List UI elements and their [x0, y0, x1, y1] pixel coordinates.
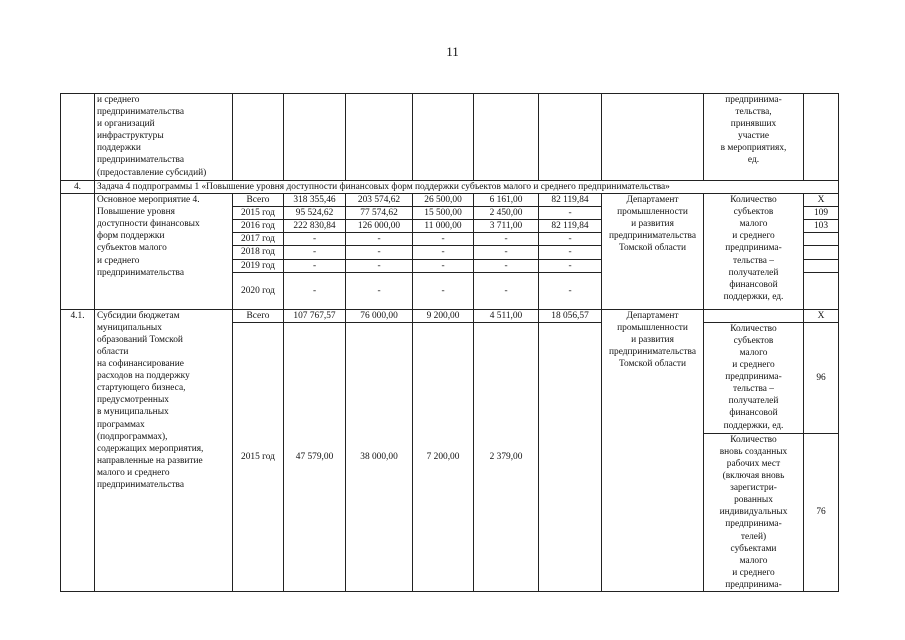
measure4-budget2: -	[413, 233, 474, 246]
item41-value-jobs: 76	[804, 433, 839, 591]
measure4-budget4: -	[539, 259, 602, 272]
continuation-name: и среднего предпринимательства и организаций инфраструктуры поддержки предпринимательства (предоставление субсидий)	[95, 94, 233, 181]
item41-budget3: 2 379,00	[474, 322, 539, 591]
item41-executor: Департамент промышленности и развития предпринимательства Томской области	[602, 309, 704, 591]
measure4-budget3: 2 450,00	[474, 207, 539, 220]
measure4-period: 2016 год	[233, 220, 284, 233]
measure4-total: -	[284, 246, 346, 259]
item41-budget1: 76 000,00	[346, 309, 413, 322]
measure4-value	[804, 246, 839, 259]
measure4-period: 2018 год	[233, 246, 284, 259]
measure4-budget4: -	[539, 207, 602, 220]
item41-name: Субсидии бюджетам муниципальных образований Томской области на софинансирование расходов на поддержку стартующего бизнеса, предусмотренных в муниципальных программах (подпрограммах), содержащих мероприятия, направленные на развитие малого и среднего предпринимательства	[95, 309, 233, 591]
measure4-period: 2020 год	[233, 272, 284, 309]
measure4-total: 222 830,84	[284, 220, 346, 233]
item41-total: 47 579,00	[284, 322, 346, 591]
item41-period: Всего	[233, 309, 284, 322]
item41-budget3: 4 511,00	[474, 309, 539, 322]
measure4-budget2: 26 500,00	[413, 194, 474, 207]
item41-budget2: 9 200,00	[413, 309, 474, 322]
measure4-budget3: 6 161,00	[474, 194, 539, 207]
measure4-budget4: 82 119,84	[539, 220, 602, 233]
measure4-budget4: 82 119,84	[539, 194, 602, 207]
measure4-budget1: 126 000,00	[346, 220, 413, 233]
measure4-value: Х	[804, 194, 839, 207]
item41-period: 2015 год	[233, 322, 284, 591]
measure4-budget1: -	[346, 233, 413, 246]
measure4-value: 103	[804, 220, 839, 233]
measure4-budget3: -	[474, 272, 539, 309]
measure4-row-total	[61, 194, 839, 207]
task4-title: Задача 4 подпрограммы 1 «Повышение уровня доступности финансовых форм поддержки субъектов малого и среднего предпринимательства»	[95, 181, 839, 194]
measure4-total: -	[284, 259, 346, 272]
measure4-budget1: 77 574,62	[346, 207, 413, 220]
item41-budget2: 7 200,00	[413, 322, 474, 591]
item41-value-recipients: 96	[804, 322, 839, 433]
measure4-total: -	[284, 272, 346, 309]
measure4-total: -	[284, 233, 346, 246]
measure4-budget2: 11 000,00	[413, 220, 474, 233]
item41-indicator-recipients: Количество субъектов малого и среднего предпринима- тельства – получателей финансовой поддержки, ед.	[704, 322, 804, 433]
measure4-total: 318 355,46	[284, 194, 346, 207]
page-number: 11	[446, 44, 459, 59]
task4-number: 4.	[61, 181, 95, 194]
item41-budget4: 18 056,57	[539, 309, 602, 322]
measure4-total: 95 524,62	[284, 207, 346, 220]
measure4-indicator: Количество субъектов малого и среднего предпринима- тельства – получателей финансовой поддержки, ед.	[704, 194, 804, 310]
item41-budget4	[539, 322, 602, 591]
measure4-budget1: -	[346, 272, 413, 309]
program-table	[60, 93, 839, 592]
item41-number: 4.1.	[61, 309, 95, 591]
measure4-budget4: -	[539, 272, 602, 309]
measure4-budget2: -	[413, 272, 474, 309]
measure4-budget1: -	[346, 246, 413, 259]
measure4-value	[804, 233, 839, 246]
item41-total: 107 767,57	[284, 309, 346, 322]
continuation-indicator: предпринима- тельства, принявших участие в мероприятиях, ед.	[704, 94, 804, 181]
measure4-budget1: 203 574,62	[346, 194, 413, 207]
measure4-value	[804, 272, 839, 309]
measure4-name: Основное мероприятие 4. Повышение уровня доступности финансовых форм поддержки субъектов малого и среднего предпринимательства	[95, 194, 233, 310]
measure4-period: Всего	[233, 194, 284, 207]
item41-indicator-jobs: Количество вновь созданных рабочих мест (включая вновь зарегистри- рованных индивидуальных предпринима- телей) субъектами малого и среднего предпринима-	[704, 433, 804, 591]
measure4-budget2: -	[413, 259, 474, 272]
measure4-period: 2019 год	[233, 259, 284, 272]
measure4-value	[804, 259, 839, 272]
measure4-budget2: 15 500,00	[413, 207, 474, 220]
measure4-budget3: 3 711,00	[474, 220, 539, 233]
continuation-row	[61, 94, 839, 181]
item41-row-total	[61, 309, 839, 322]
measure4-budget3: -	[474, 233, 539, 246]
measure4-executor: Департамент промышленности и развития предпринимательства Томской области	[602, 194, 704, 310]
measure4-period: 2015 год	[233, 207, 284, 220]
measure4-budget2: -	[413, 246, 474, 259]
measure4-budget1: -	[346, 259, 413, 272]
task4-row	[61, 181, 839, 194]
measure4-budget4: -	[539, 233, 602, 246]
item41-budget1: 38 000,00	[346, 322, 413, 591]
measure4-budget3: -	[474, 259, 539, 272]
item41-value: Х	[804, 309, 839, 322]
measure4-value: 109	[804, 207, 839, 220]
measure4-budget3: -	[474, 246, 539, 259]
measure4-budget4: -	[539, 246, 602, 259]
measure4-period: 2017 год	[233, 233, 284, 246]
